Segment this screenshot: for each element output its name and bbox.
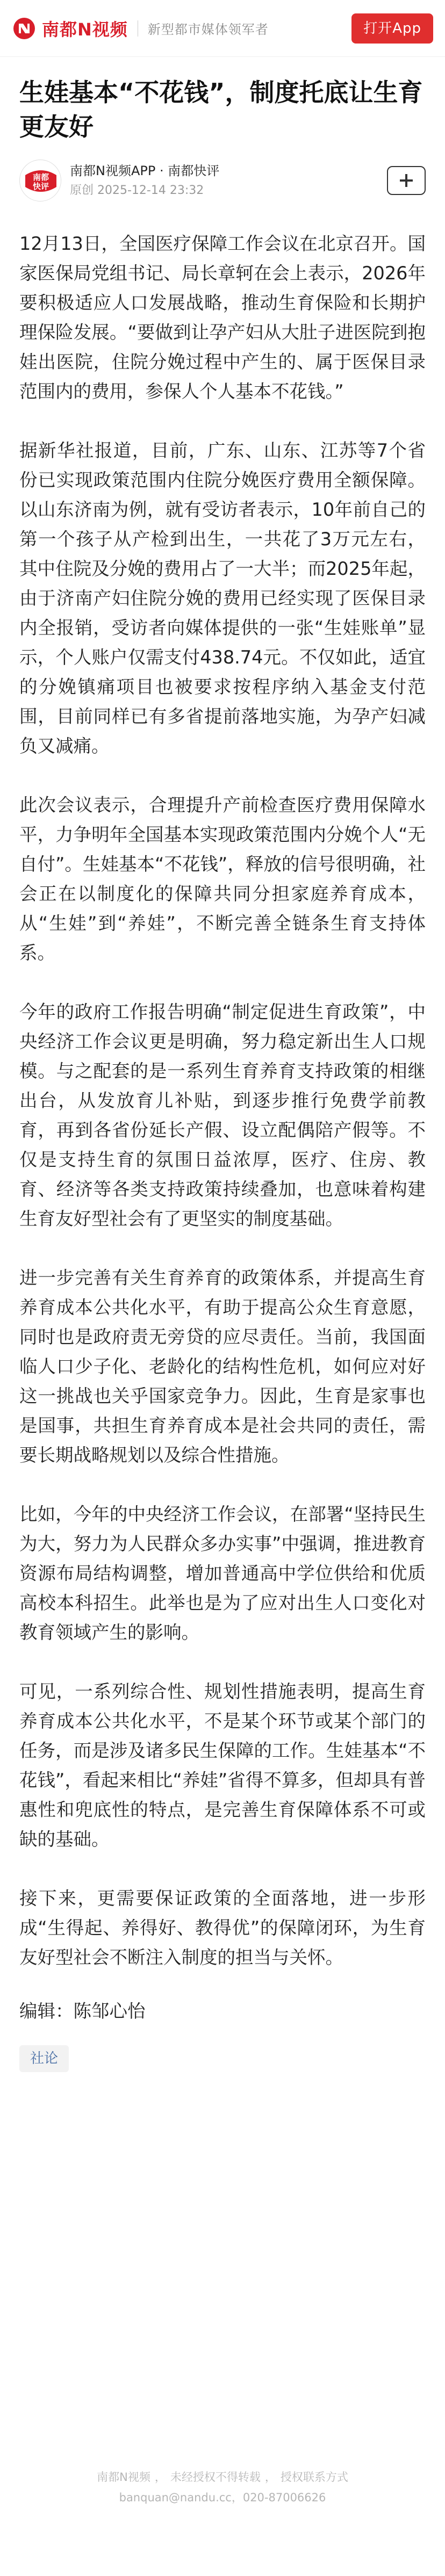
article-paragraph: 今年的政府工作报告明确“制定促进生育政策”，中央经济工作会议更是明确，努力稳定新出生人口规模。与之配套的是一系列生育养育支持政策的相继出台，从发放育儿补贴，到逐步推行免费学前教育，再到各省份延长产假、设立配偶陪产假等。不仅是支持生育的氛围日益浓厚，医疗、住房、教育、经济等各类支持政策持续叠加，也意味着构建生育友好型社会有了更坚实的制度基础。 [19,1001,426,1229]
plus-icon [398,172,414,189]
svg-text:快评: 快评 [32,182,49,191]
article-headline: 生娃基本“不花钱”，制度托底让生育更友好 [19,78,423,141]
article-paragraph: 此次会议表示，合理提升产前检查医疗费用保障水平，力争明年全国基本实现政策范围内分娩个人“无自付”。生娃基本“不花钱”，释放的信号很明确，社会正在以制度化的保障共同分担家庭养育成本，从“生娃”到“养娃”，不断完善全链条生育支持体系。 [19,795,426,963]
article-paragraph: 可见，一系列综合性、规划性措施表明，提高生育养育成本公共化水平，不是某个环节或某个部门的任务，而是涉及诸多民生保障的工作。生娃基本“不花钱”，看起来相比“养娃”省得不算多，但却具有普惠性和兜底性的特点，是完善生育保障体系不可或缺的基础。 [19,1681,426,1850]
footer-contact-label: 授权联系方式 [280,2471,348,2484]
author-name[interactable]: 南都N视频APP · 南都快评 [70,163,220,178]
author-row [0,144,445,203]
footer-contact[interactable]: banquan@nandu.cc，020-87006626 [119,2491,326,2504]
author-avatar[interactable] [19,160,61,201]
follow-button[interactable] [387,166,426,195]
author-info [70,162,219,199]
open-app-button[interactable]: 打开App [351,13,433,44]
footer-brand: 南都N视频 [97,2471,150,2484]
footer-copyright-line: 南都N视频 ， 未经授权不得转载 ， 授权联系方式 [97,2471,348,2484]
brand-name[interactable]: 南都N视频 [42,19,128,40]
nandu-kuaiping-logo-icon [20,160,61,201]
article-paragraph: 接下来，更需要保证政策的全面落地，进一步形成“生得起、养得好、教得优”的保障闭环，为生育友好型社会不断注入制度的担当与关怀。 [19,1888,426,1968]
article-paragraph: 比如，今年的中央经济工作会议，在部署“坚持民生为大，努力为人民群众多办实事”中强调，推进教育资源布局结构调整，增加普通高中学位供给和优质高校本科招生。此举也是为了应对出生人口变化对教育领域产生的影响。 [19,1504,426,1643]
editor-credit: 编辑：陈邹心怡 [19,2001,146,2022]
brand-logo-icon[interactable] [12,16,37,41]
article-paragraph: 据新华社报道，目前，广东、山东、江苏等7个省份已实现政策范围内住院分娩医疗费用全额保障。以山东济南为例，就有受访者表示，10年前自己的第一个孩子从产检到出生，一共花了3万元左右，其中住院及分娩的费用占了一大半；而2025年起，由于济南产妇住院分娩的费用已经实现了医保目录内全报销，受访者向媒体提供的一张“生娃账单”显示，个人账户仅需支付438.74元。不仅如此，适宜的分娩镇痛项目也被要求按程序纳入基金支付范围，目前同样已有多省提前落地实施，为孕产妇减负又减痛。 [19,440,426,756]
brand-slogan: 新型都市媒体领军者 [147,22,269,37]
tag-editorial[interactable]: 社论 [19,2045,69,2072]
publish-meta: 原创 2025-12-14 23:32 [70,184,204,197]
footer [0,2467,445,2508]
article-paragraph: 12月13日，全国医疗保障工作会议在北京召开。国家医保局党组书记、局长章轲在会上表示，2026年要积极适应人口发展战略，推动生育保险和长期护理保险发展。“要做到让孕产妇从大肚子进医院到抱娃出医院，住院分娩过程中产生的、属于医保目录范围内的费用，参保人个人基本不花钱。” [19,233,426,402]
top-bar [0,0,445,57]
article-body [0,203,445,2072]
svg-text:南都: 南都 [32,172,49,182]
footer-notice: 未经授权不得转载 [170,2471,261,2484]
article-paragraph: 进一步完善有关生育养育的政策体系，并提高生育养育成本公共化水平，有助于提高公众生育意愿，同时也是政府责无旁贷的应尽责任。当前，我国面临人口少子化、老龄化的结构性危机，如何应对好这一挑战也关乎国家竞争力。因此，生育是家事也是国事，共担生育养育成本是社会共同的责任，需要长期战略规划以及综合性措施。 [19,1267,426,1466]
